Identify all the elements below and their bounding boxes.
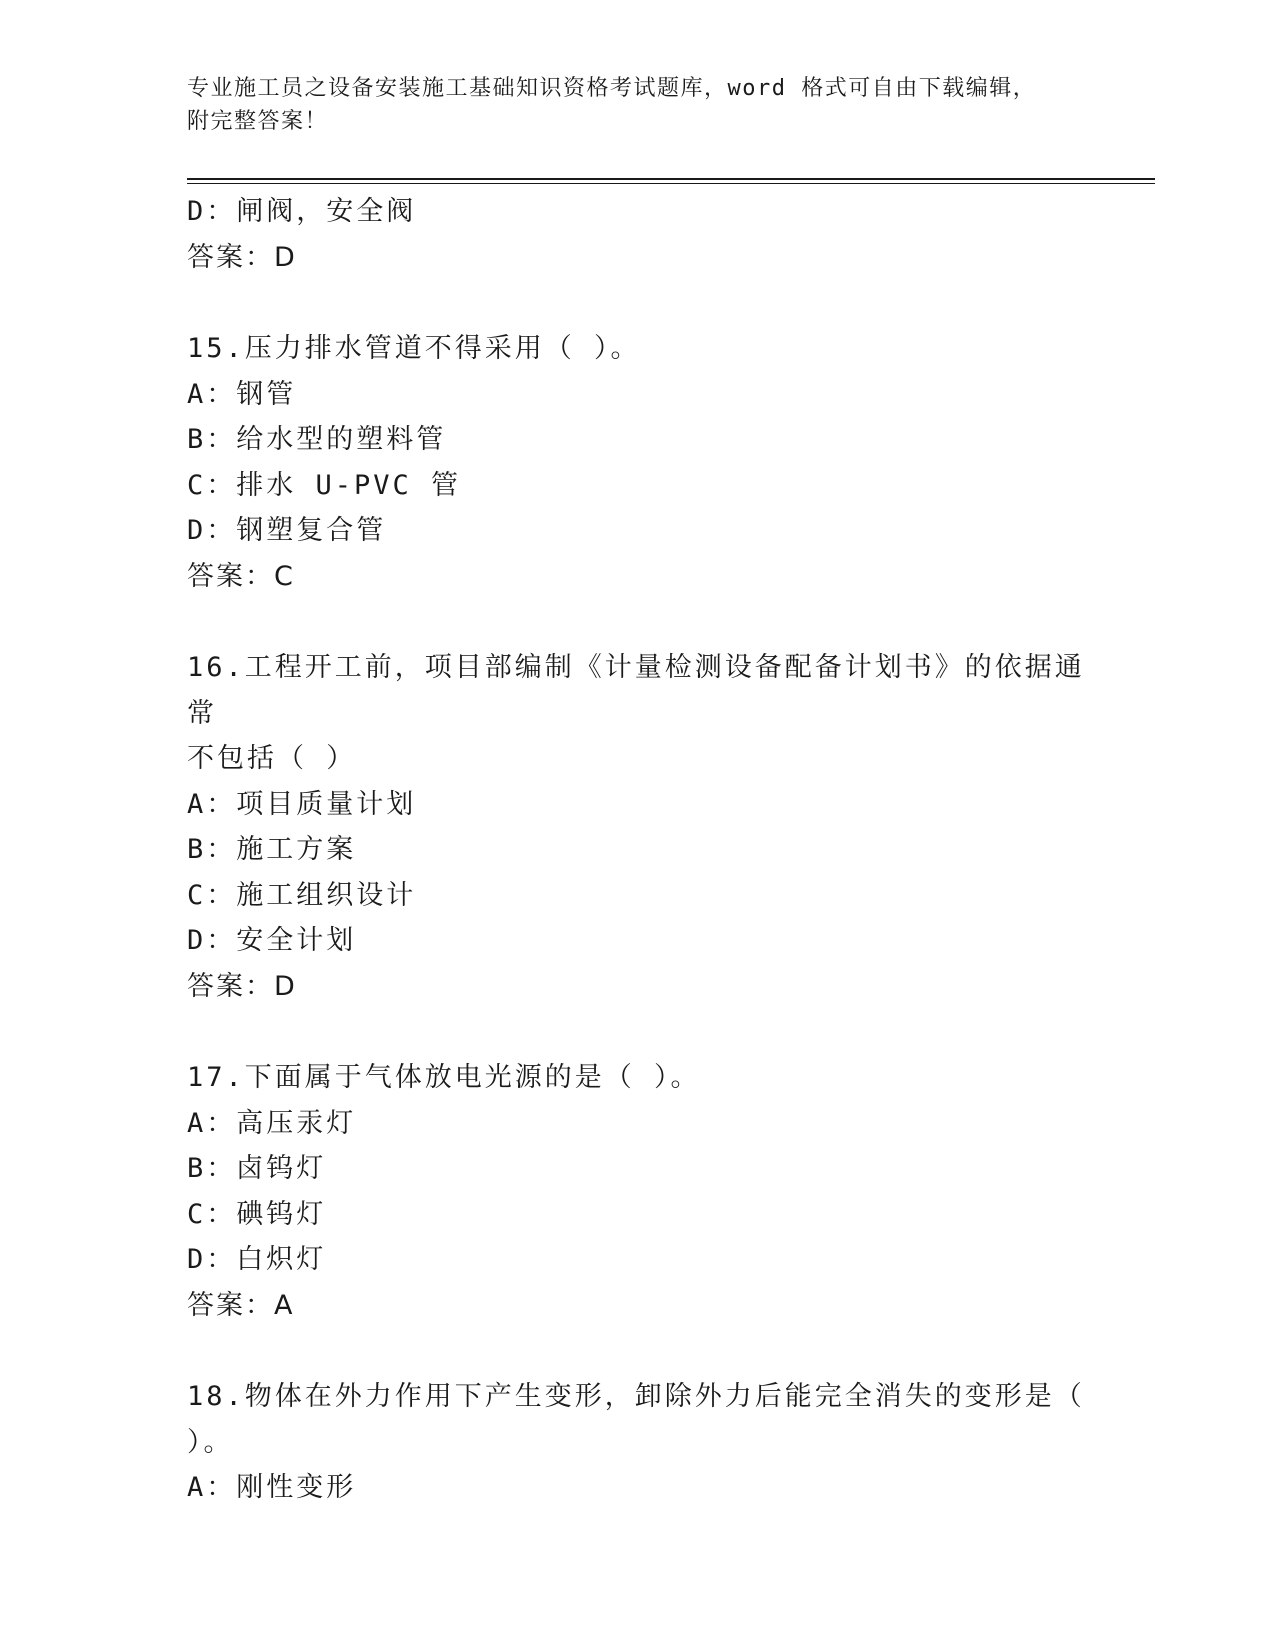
question-15-option-a: A：钢管 [187, 378, 297, 410]
header-line-1: 专业施工员之设备安装施工基础知识资格考试题库，word 格式可自由下载编辑， [187, 76, 1037, 101]
question-17 [187, 1055, 1087, 1328]
question-18-stem-line-1: 18.物体在外力作用下产生变形，卸除外力后能完全消失的变形是（ [187, 1381, 1085, 1412]
question-18-option-a: A：刚性变形 [187, 1472, 357, 1503]
document-header [187, 72, 1067, 138]
question-14-answer: 答案：D [187, 241, 297, 273]
question-15 [187, 326, 1087, 599]
spacer [187, 1328, 1087, 1374]
spacer [187, 1009, 1087, 1055]
question-16-option-c: C：施工组织设计 [187, 879, 417, 911]
question-15-option-b: B：给水型的塑料管 [187, 424, 447, 455]
question-16-answer: 答案：D [187, 970, 297, 1002]
question-16-option-a: A：项目质量计划 [187, 788, 417, 820]
question-15-answer: 答案：C [187, 560, 295, 592]
header-line-2: 附完整答案！ [187, 109, 329, 134]
spacer [187, 599, 1087, 645]
question-15-option-d: D：钢塑复合管 [187, 515, 387, 546]
question-18-stem-line-2: ）。 [187, 1426, 234, 1458]
question-17-stem: 17.下面属于气体放电光源的是（ ）。 [187, 1062, 701, 1093]
question-16-option-b: B：施工方案 [187, 834, 357, 865]
question-17-option-c: C：碘钨灯 [187, 1198, 327, 1230]
question-16-option-d: D：安全计划 [187, 925, 357, 956]
question-17-option-a: A：高压汞灯 [187, 1107, 357, 1139]
question-14-option-d: D：闸阀，安全阀 [187, 196, 417, 227]
question-15-option-c: C：排水 U-PVC 管 [187, 469, 462, 501]
spacer [187, 280, 1087, 326]
question-list [187, 189, 1087, 1511]
question-15-stem: 15.压力排水管道不得采用（ ）。 [187, 333, 641, 364]
header-divider-thick [187, 178, 1155, 180]
question-16-stem-line-1: 16.工程开工前，项目部编制《计量检测设备配备计划书》的依据通常 [187, 652, 1085, 729]
header-divider-thin [187, 183, 1155, 184]
question-18 [187, 1374, 1087, 1511]
question-17-option-b: B：卤钨灯 [187, 1153, 327, 1184]
question-16-stem-line-2: 不包括（ ） [187, 743, 357, 774]
question-16 [187, 645, 1087, 1009]
question-17-option-d: D：白炽灯 [187, 1244, 327, 1275]
question-17-answer: 答案：A [187, 1289, 295, 1321]
